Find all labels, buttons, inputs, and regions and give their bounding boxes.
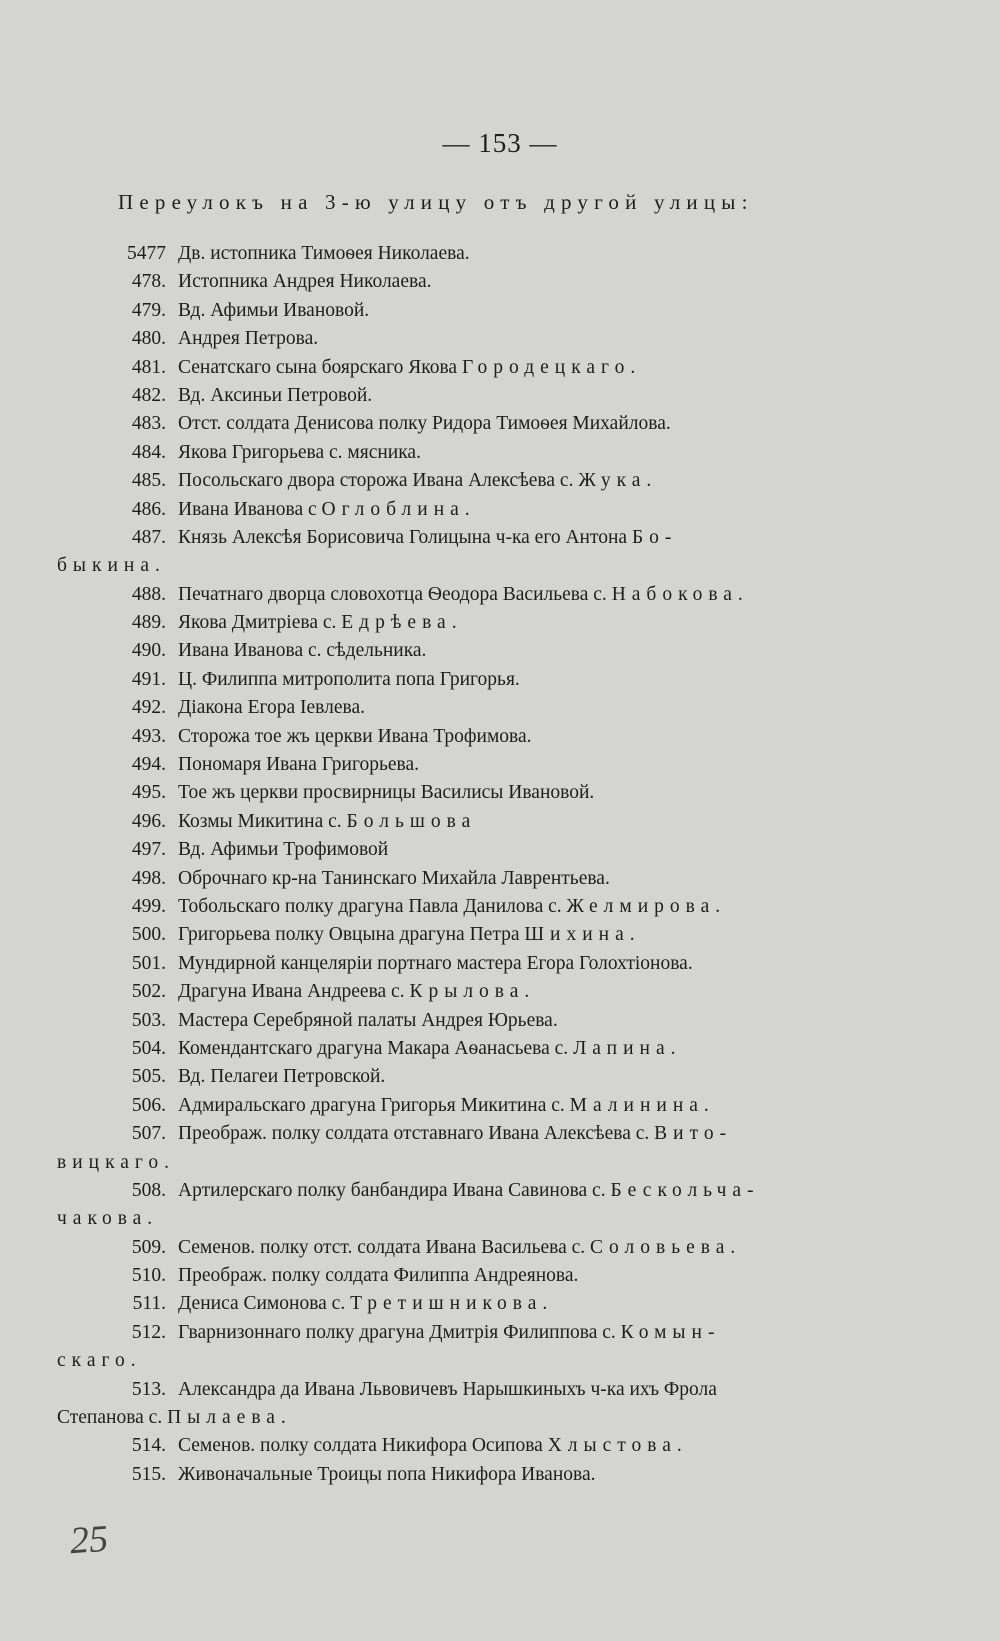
entry-text <box>178 808 476 836</box>
entry-text-main: Ивана Иванова с <box>178 498 317 520</box>
entry-number: 494. <box>131 754 166 776</box>
entry-text-main: Мастера Серебряной палаты Андрея Юрьева. <box>178 1009 558 1031</box>
entry-number: 488. <box>131 583 166 605</box>
entry-text-main: Истопника Андрея Николаева. <box>178 271 432 293</box>
entry-text-main: Преображ. полку солдата отставнаго Ивана Алексѣева с. <box>178 1123 650 1145</box>
list-item <box>0 268 1000 296</box>
entry-text <box>178 1120 732 1148</box>
list-item <box>0 1461 1000 1489</box>
entry-number: 509. <box>131 1236 166 1258</box>
entry-text-spaced: Жука. <box>578 470 658 492</box>
list-item <box>0 1290 1000 1318</box>
list-item <box>0 836 1000 864</box>
list-item <box>0 354 1000 382</box>
entry-text <box>178 950 693 978</box>
entry-number: 496. <box>131 810 166 832</box>
entry-text-spaced: Крылова. <box>409 981 536 1003</box>
list-item <box>0 694 1000 722</box>
entry-number: 497. <box>131 839 166 861</box>
entry-text-main: Дениса Симонова с. <box>178 1293 346 1315</box>
entry-text <box>178 1262 578 1290</box>
page-number: — 153 — <box>442 128 558 158</box>
entry-number: 510. <box>131 1265 166 1287</box>
entry-text-spaced: быкина. <box>57 555 166 577</box>
entry-number: 483. <box>131 413 166 435</box>
entry-text-main: Комендантскаго драгуна Макара Аѳанасьева с. <box>178 1037 569 1059</box>
entry-text-main: Мундирной канцеляріи портнаго мастера Егора Голохтіонова. <box>178 952 693 974</box>
entry-text-main: Вд. Аксиньи Петровой. <box>178 384 373 406</box>
entry-text-main: Ц. Филиппа митрополита попа Григорья. <box>178 668 520 690</box>
list-item <box>0 1234 1000 1262</box>
entry-text <box>178 496 476 524</box>
entry-text <box>178 382 372 410</box>
list-item <box>0 439 1000 467</box>
entry-text-main: Преображ. полку солдата Филиппа Андреянова. <box>178 1265 579 1287</box>
entry-text-main: Козмы Микитина с. <box>178 810 342 832</box>
entry-text-spaced: Желмирова. <box>566 895 727 917</box>
list-item <box>0 552 1000 580</box>
entry-text-spaced: Бо- <box>631 526 678 548</box>
list-item <box>0 609 1000 637</box>
entry-text-spaced: Набокова. <box>611 583 749 605</box>
entry-number: 5477 <box>127 243 166 264</box>
entry-text <box>178 581 749 609</box>
entry-text-spaced: Малинина. <box>569 1094 715 1116</box>
entry-number: 498. <box>131 867 166 889</box>
entry-number: 506. <box>131 1094 166 1116</box>
entry-text <box>178 1461 595 1489</box>
entry-text <box>178 354 641 382</box>
list-item <box>0 950 1000 978</box>
entry-number: 502. <box>131 981 166 1003</box>
entry-text-main: Адмиральскаго драгуна Григорья Микитина с. <box>178 1094 565 1116</box>
entry-text-spaced: чакова. <box>57 1208 159 1230</box>
entry-text-spaced: вицкаго. <box>57 1151 176 1173</box>
list-item <box>0 1404 1000 1432</box>
entry-text-main: Драгуна Ивана Андреева с. <box>178 981 405 1003</box>
entry-text <box>178 609 463 637</box>
entry-text <box>178 240 470 268</box>
entry-number: 492. <box>131 697 166 719</box>
entry-text <box>178 637 426 665</box>
entry-text-spaced: Городецкаго. <box>461 356 642 378</box>
entry-text <box>178 297 369 325</box>
entry-text <box>57 1404 292 1432</box>
entry-text <box>178 779 594 807</box>
entry-text-main: Сенатскаго сына боярскаго Якова <box>178 356 458 378</box>
entry-text <box>178 921 641 949</box>
list-item <box>0 978 1000 1006</box>
entry-text <box>57 1205 158 1233</box>
list-item <box>0 581 1000 609</box>
entry-number: 487. <box>131 526 166 548</box>
entry-number: 485. <box>131 470 166 492</box>
entry-number: 490. <box>131 640 166 662</box>
entry-text <box>178 268 431 296</box>
entry-text <box>178 467 657 495</box>
entry-text <box>178 1432 688 1460</box>
entry-number: 501. <box>131 952 166 974</box>
list-item <box>0 1347 1000 1375</box>
entry-text-main: Вд. Афимьи Трофимовой <box>178 839 389 861</box>
entry-text <box>178 893 726 921</box>
entry-text-main: Гварнизоннаго полку драгуна Дмитрія Филиппова с. <box>178 1321 616 1343</box>
entry-text-spaced: Комын- <box>620 1321 721 1343</box>
list-item <box>0 865 1000 893</box>
entry-text-main: Александра да Ивана Львовичевъ Нарышкиныхъ ч-ка ихъ Фрола <box>178 1378 717 1400</box>
entry-text-spaced: Соловьева. <box>590 1236 742 1258</box>
entry-number: 481. <box>131 356 166 378</box>
entry-number: 504. <box>131 1037 166 1059</box>
entry-text-main: Князь Алексѣя Борисовича Голицына ч-ка его Антона <box>178 526 628 548</box>
entry-text-main: Степанова с. <box>57 1407 163 1429</box>
entry-text <box>178 1092 715 1120</box>
entry-number: 508. <box>131 1179 166 1201</box>
entry-text <box>178 439 421 467</box>
entry-number: 489. <box>131 612 166 634</box>
entry-text-spaced: Шихина. <box>524 924 641 946</box>
list-item <box>0 1063 1000 1091</box>
entry-text-main: Семенов. полку солдата Никифора Осипова <box>178 1435 543 1457</box>
list-item <box>0 1432 1000 1460</box>
entry-text-spaced: Лапина. <box>573 1037 682 1059</box>
entry-number: 512. <box>131 1321 166 1343</box>
entry-number: 495. <box>131 782 166 804</box>
entry-number: 493. <box>131 725 166 747</box>
section-title: Переулокъ на 3-ю улицу отъ другой улицы: <box>118 190 754 214</box>
entry-text <box>178 1290 553 1318</box>
list-item <box>0 723 1000 751</box>
entry-text-main: Отст. солдата Денисова полку Ридора Тимоѳея Михайлова. <box>178 413 671 435</box>
entry-text-main: Якова Григорьева с. мясника. <box>178 441 421 463</box>
list-item <box>0 751 1000 779</box>
entry-number: 482. <box>131 384 166 406</box>
entry-text <box>178 1177 760 1205</box>
entry-number: 499. <box>131 895 166 917</box>
entry-number: 505. <box>131 1066 166 1088</box>
entry-text-main: Живоначальные Троицы попа Никифора Иванова. <box>178 1463 596 1485</box>
entry-text-spaced: Едрѣева. <box>341 612 463 634</box>
entry-text <box>178 1234 741 1262</box>
list-item <box>0 496 1000 524</box>
entry-text <box>178 410 671 438</box>
entry-text <box>57 1149 175 1177</box>
entry-number: 484. <box>131 441 166 463</box>
entry-text-main: Ивана Иванова с. сѣдельника. <box>178 640 427 662</box>
entry-text-main: Діакона Егора Іевлева. <box>178 697 365 719</box>
list-item <box>0 1007 1000 1035</box>
list-item <box>0 1120 1000 1148</box>
list-item <box>0 382 1000 410</box>
entry-text <box>178 325 318 353</box>
entry-number: 480. <box>131 328 166 350</box>
entry-text <box>178 836 388 864</box>
entry-text <box>178 1035 682 1063</box>
list-item <box>0 240 1000 268</box>
list-item <box>0 325 1000 353</box>
list-item <box>0 410 1000 438</box>
entry-text <box>178 694 365 722</box>
entry-text-spaced: Оглоблина. <box>321 498 476 520</box>
list-item <box>0 808 1000 836</box>
entry-text-main: Андрея Петрова. <box>178 328 319 350</box>
entry-text-main: Вд. Афимьи Ивановой. <box>178 299 370 321</box>
entry-text-main: Якова Дмитріева с. <box>178 612 337 634</box>
entry-list <box>0 240 1000 1489</box>
list-item <box>0 297 1000 325</box>
entry-number: 491. <box>131 668 166 690</box>
list-item <box>0 666 1000 694</box>
entry-text-spaced: Хлыстова. <box>547 1435 688 1457</box>
entry-text <box>178 1319 720 1347</box>
entry-text-main: Артилерскаго полку банбандира Ивана Савинова с. <box>178 1179 606 1201</box>
entry-text-main: Семенов. полку отст. солдата Ивана Васильева с. <box>178 1236 586 1258</box>
list-item <box>0 1149 1000 1177</box>
list-item <box>0 1376 1000 1404</box>
entry-text <box>57 552 166 580</box>
entry-number: 479. <box>131 299 166 321</box>
entry-text-main: Вд. Пелагеи Петровской. <box>178 1066 386 1088</box>
list-item <box>0 893 1000 921</box>
entry-number: 515. <box>131 1463 166 1485</box>
entry-text <box>178 978 535 1006</box>
entry-text-spaced: Третишникова. <box>350 1293 554 1315</box>
entry-number: 514. <box>131 1435 166 1457</box>
entry-number: 507. <box>131 1123 166 1145</box>
list-item <box>0 1035 1000 1063</box>
entry-text-spaced: Пылаева. <box>167 1407 292 1429</box>
entry-number: 500. <box>131 924 166 946</box>
entry-text <box>178 1007 558 1035</box>
list-item <box>0 921 1000 949</box>
list-item <box>0 779 1000 807</box>
entry-text <box>57 1347 142 1375</box>
entry-text-main: Оброчнаго кр-на Танинскаго Михайла Лаврентьева. <box>178 867 610 889</box>
entry-number: 503. <box>131 1009 166 1031</box>
entry-text <box>178 666 520 694</box>
entry-number: 486. <box>131 498 166 520</box>
entry-text-main: Григорьева полку Овцына драгуна Петра <box>178 924 520 946</box>
entry-text-main: Пономаря Ивана Григорьева. <box>178 754 420 776</box>
list-item <box>0 467 1000 495</box>
pencil-annotation: 25 <box>68 1517 110 1563</box>
entry-text-main: Дв. истопника Тимоѳея Николаева. <box>178 243 470 264</box>
entry-number: 478. <box>131 271 166 293</box>
entry-text-main: Посольскаго двора сторожа Ивана Алексѣева с. <box>178 470 574 492</box>
list-item <box>0 637 1000 665</box>
list-item <box>0 1177 1000 1205</box>
entry-text <box>178 723 532 751</box>
entry-text <box>178 865 610 893</box>
entry-text <box>178 751 419 779</box>
entry-number: 511. <box>132 1293 166 1315</box>
entry-text-spaced: Большова <box>346 810 477 832</box>
list-item <box>0 1319 1000 1347</box>
entry-text-main: Печатнаго дворца словохотца Ѳеодора Васильева с. <box>178 583 607 605</box>
entry-number: 513. <box>131 1378 166 1400</box>
entry-text-spaced: Бескольча- <box>610 1179 760 1201</box>
list-item <box>0 524 1000 552</box>
entry-text-main: Тобольскаго полку драгуна Павла Данилова с. <box>178 895 562 917</box>
list-item <box>0 1092 1000 1120</box>
entry-text <box>178 1376 717 1404</box>
entry-text <box>178 1063 385 1091</box>
entry-text-main: Сторожа тое жъ церкви Ивана Трофимова. <box>178 725 532 747</box>
entry-text-spaced: скаго. <box>57 1350 142 1372</box>
entry-text-main: Тое жъ церкви просвирницы Василисы Ивановой. <box>178 782 595 804</box>
list-item <box>0 1262 1000 1290</box>
list-item <box>0 1205 1000 1233</box>
entry-text <box>178 524 677 552</box>
entry-text-spaced: Вито- <box>654 1123 733 1145</box>
